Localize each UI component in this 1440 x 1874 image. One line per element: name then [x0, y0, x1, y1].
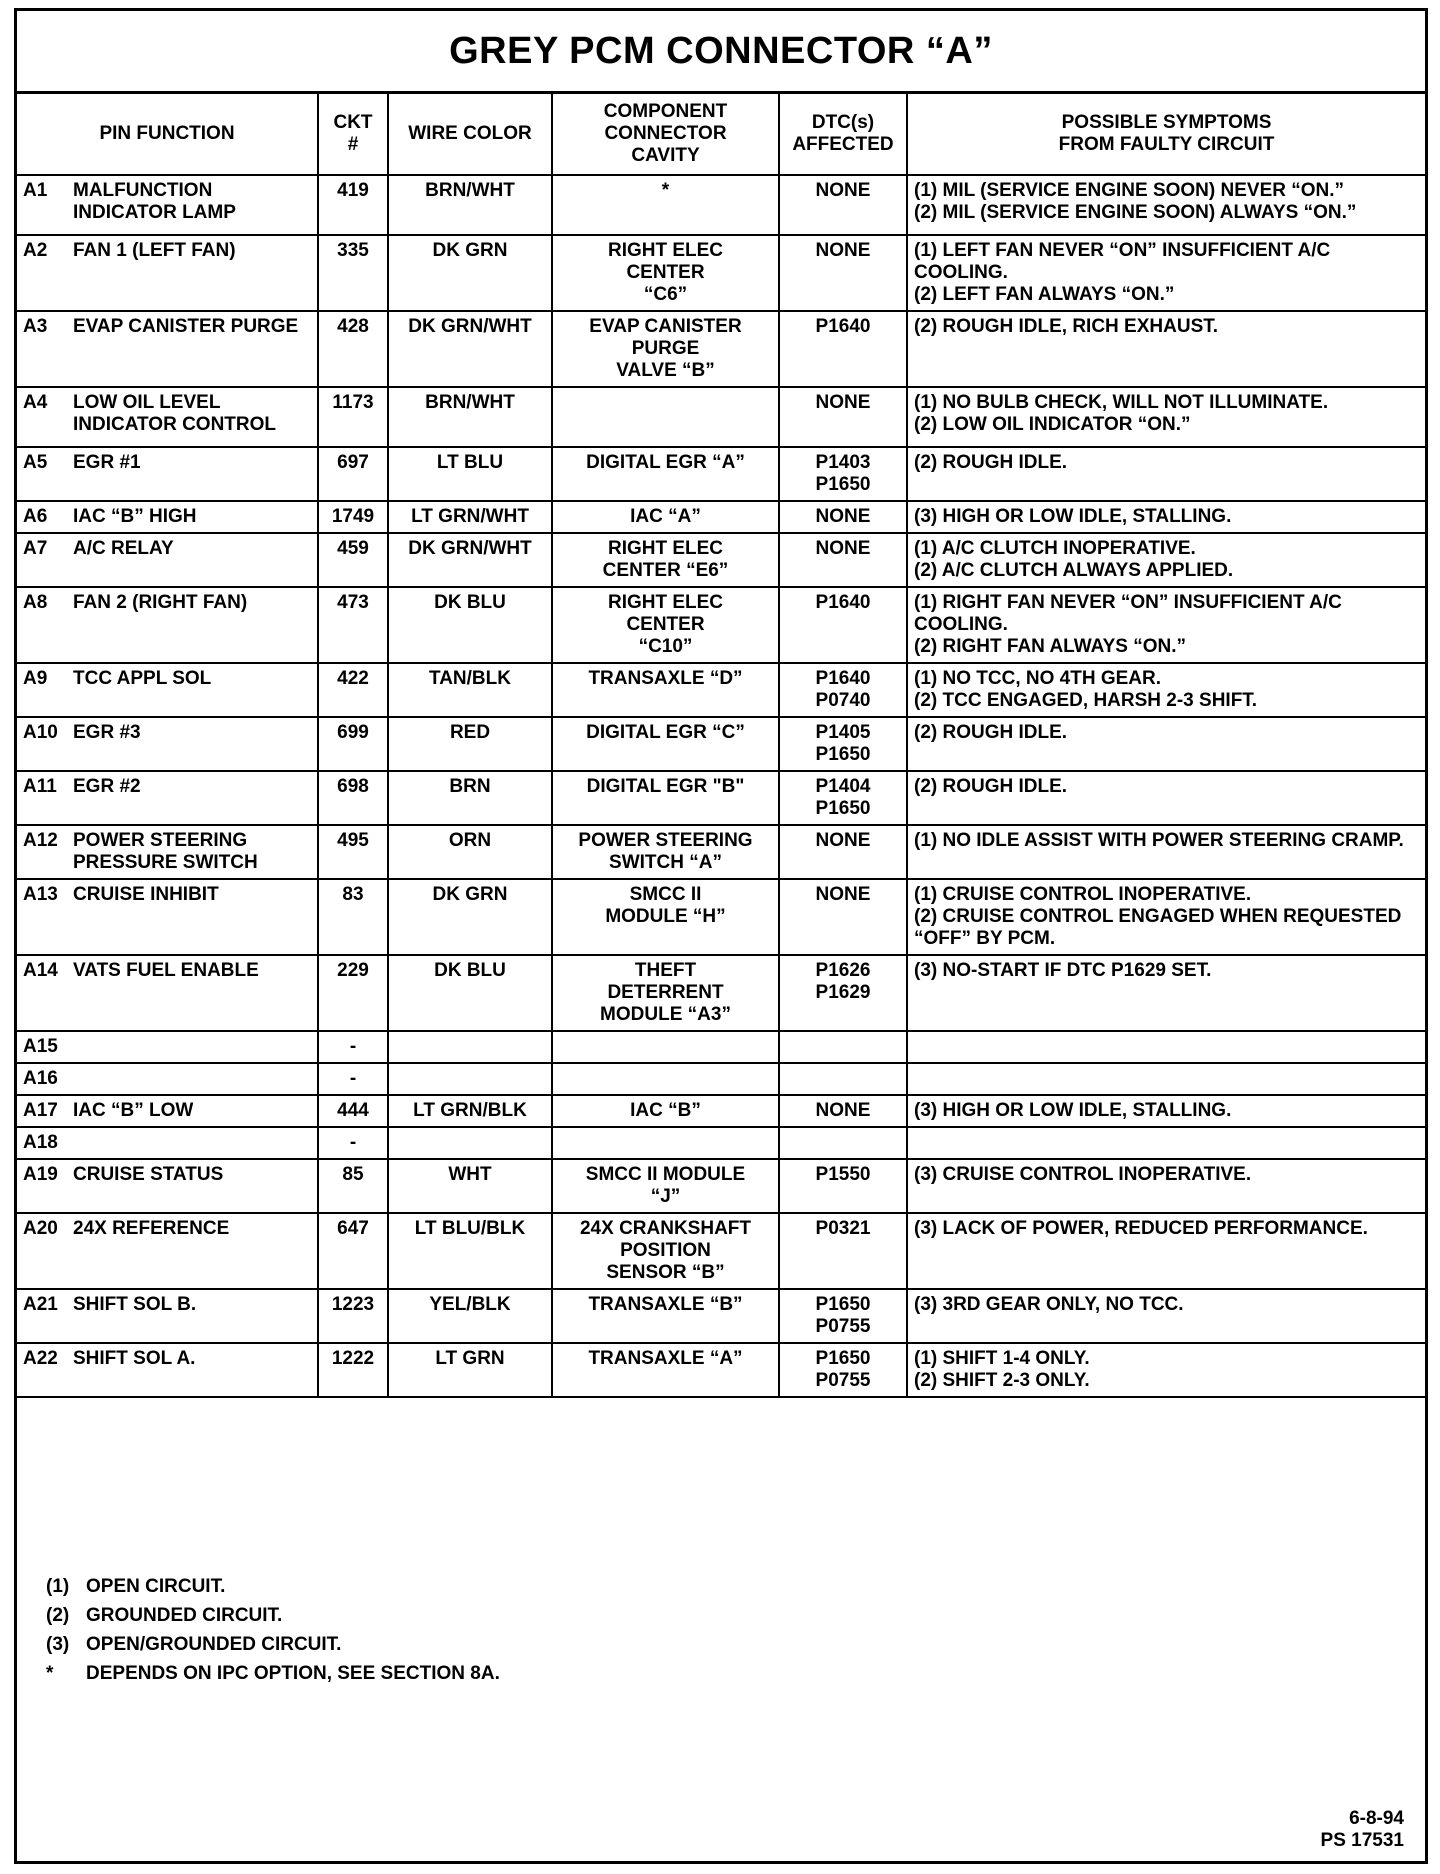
component-cavity	[552, 387, 779, 447]
pin-function: POWER STEERING PRESSURE SWITCH	[73, 830, 258, 873]
pin-function-cell	[17, 447, 318, 501]
pin-id: A22	[23, 1348, 58, 1369]
pin-id: A7	[23, 538, 48, 559]
circuit-number: 83	[318, 879, 388, 955]
circuit-number: 697	[318, 447, 388, 501]
note-text: GROUNDED CIRCUIT.	[86, 1605, 283, 1626]
circuit-number: 85	[318, 1159, 388, 1213]
wire-color: BRN	[388, 771, 552, 825]
note-item	[46, 1572, 500, 1601]
pin-function-cell	[17, 175, 318, 235]
circuit-number: 1749	[318, 501, 388, 533]
dtc-codes	[779, 1127, 907, 1159]
pin-function: SHIFT SOL A.	[73, 1348, 196, 1369]
pin-id: A5	[23, 452, 48, 473]
circuit-number: 698	[318, 771, 388, 825]
symptoms: (1) NO TCC, NO 4TH GEAR. (2) TCC ENGAGED, HARSH 2-3 SHIFT.	[907, 663, 1425, 717]
dtc-codes: P0321	[779, 1213, 907, 1289]
wire-color: DK GRN	[388, 879, 552, 955]
component-cavity: TRANSAXLE “A”	[552, 1343, 779, 1397]
pin-function-cell	[17, 825, 318, 879]
dtc-codes: P1640	[779, 587, 907, 663]
note-text: OPEN CIRCUIT.	[86, 1576, 226, 1597]
dtc-codes: P1640	[779, 311, 907, 387]
pin-function-cell	[17, 1031, 318, 1063]
circuit-number: 335	[318, 235, 388, 311]
pin-function: FAN 2 (RIGHT FAN)	[73, 592, 248, 613]
dtc-codes: NONE	[779, 235, 907, 311]
table-row	[17, 447, 1425, 501]
note-key: (1)	[46, 1576, 70, 1597]
table-row	[17, 1063, 1425, 1095]
table-row	[17, 1213, 1425, 1289]
pin-id: A16	[23, 1068, 58, 1089]
circuit-number: 419	[318, 175, 388, 235]
component-cavity: POWER STEERING SWITCH “A”	[552, 825, 779, 879]
component-cavity: SMCC II MODULE “J”	[552, 1159, 779, 1213]
component-cavity: DIGITAL EGR “C”	[552, 717, 779, 771]
pin-function: SHIFT SOL B.	[73, 1294, 197, 1315]
wire-color: LT BLU/BLK	[388, 1213, 552, 1289]
dtc-codes: NONE	[779, 879, 907, 955]
symptoms: (1) SHIFT 1-4 ONLY. (2) SHIFT 2-3 ONLY.	[907, 1343, 1425, 1397]
pin-function-cell	[17, 663, 318, 717]
dtc-codes	[779, 1031, 907, 1063]
wire-color: DK GRN/WHT	[388, 311, 552, 387]
component-cavity: TRANSAXLE “B”	[552, 1289, 779, 1343]
table-row	[17, 1343, 1425, 1397]
pin-function: EGR #1	[73, 452, 141, 473]
table-row	[17, 1159, 1425, 1213]
dtc-codes: NONE	[779, 175, 907, 235]
pin-function: IAC “B” LOW	[73, 1100, 194, 1121]
component-cavity	[552, 1031, 779, 1063]
pin-function-cell	[17, 1289, 318, 1343]
note-key: (2)	[46, 1605, 70, 1626]
dtc-codes: NONE	[779, 501, 907, 533]
pin-id: A2	[23, 240, 48, 261]
pin-function-cell	[17, 955, 318, 1031]
footer-code: PS 17531	[1320, 1830, 1404, 1851]
circuit-number: 459	[318, 533, 388, 587]
pin-id: A8	[23, 592, 48, 613]
pin-function: EGR #2	[73, 776, 141, 797]
table-row	[17, 771, 1425, 825]
pin-id: A9	[23, 668, 48, 689]
pin-id: A15	[23, 1036, 58, 1057]
component-cavity: IAC “B”	[552, 1095, 779, 1127]
table-row	[17, 1289, 1425, 1343]
table-row	[17, 587, 1425, 663]
pin-function-cell	[17, 1159, 318, 1213]
component-cavity: SMCC II MODULE “H”	[552, 879, 779, 955]
symptoms	[907, 1063, 1425, 1095]
symptoms: (3) LACK OF POWER, REDUCED PERFORMANCE.	[907, 1213, 1425, 1289]
note-text: OPEN/GROUNDED CIRCUIT.	[86, 1634, 342, 1655]
circuit-number: 1173	[318, 387, 388, 447]
table-row	[17, 533, 1425, 587]
pin-function-cell	[17, 1063, 318, 1095]
symptoms: (3) NO-START IF DTC P1629 SET.	[907, 955, 1425, 1031]
dtc-codes: NONE	[779, 825, 907, 879]
wire-color: WHT	[388, 1159, 552, 1213]
symptoms: (1) NO BULB CHECK, WILL NOT ILLUMINATE. (2) LOW OIL INDICATOR “ON.”	[907, 387, 1425, 447]
wire-color: DK GRN	[388, 235, 552, 311]
pin-function: EVAP CANISTER PURGE	[73, 316, 299, 337]
circuit-number: 1222	[318, 1343, 388, 1397]
circuit-number: 473	[318, 587, 388, 663]
pin-id: A6	[23, 506, 48, 527]
notes-legend	[46, 1572, 500, 1688]
component-cavity: DIGITAL EGR "B"	[552, 771, 779, 825]
table-row	[17, 501, 1425, 533]
symptoms: (3) CRUISE CONTROL INOPERATIVE.	[907, 1159, 1425, 1213]
table-body	[17, 175, 1425, 1397]
wire-color	[388, 1127, 552, 1159]
header-pin-function: PIN FUNCTION	[17, 94, 318, 175]
table-row	[17, 175, 1425, 235]
symptoms: (2) ROUGH IDLE.	[907, 717, 1425, 771]
pin-id: A3	[23, 316, 48, 337]
dtc-codes: NONE	[779, 387, 907, 447]
table-row	[17, 1127, 1425, 1159]
pin-id: A1	[23, 180, 48, 201]
header-symptoms: POSSIBLE SYMPTOMS FROM FAULTY CIRCUIT	[907, 94, 1425, 175]
pin-function-cell	[17, 1127, 318, 1159]
wire-color: LT GRN/WHT	[388, 501, 552, 533]
pin-function: CRUISE INHIBIT	[73, 884, 219, 905]
circuit-number: 444	[318, 1095, 388, 1127]
pin-function: CRUISE STATUS	[73, 1164, 224, 1185]
wire-color: DK BLU	[388, 955, 552, 1031]
circuit-number: 229	[318, 955, 388, 1031]
component-cavity: DIGITAL EGR “A”	[552, 447, 779, 501]
dtc-codes: P1650 P0755	[779, 1343, 907, 1397]
wire-color: RED	[388, 717, 552, 771]
circuit-number: 422	[318, 663, 388, 717]
symptoms	[907, 1031, 1425, 1063]
symptoms: (1) NO IDLE ASSIST WITH POWER STEERING CRAMP.	[907, 825, 1425, 879]
symptoms: (1) LEFT FAN NEVER “ON” INSUFFICIENT A/C COOLING. (2) LEFT FAN ALWAYS “ON.”	[907, 235, 1425, 311]
table-row	[17, 387, 1425, 447]
pin-function-cell	[17, 533, 318, 587]
dtc-codes: P1550	[779, 1159, 907, 1213]
wire-color	[388, 1031, 552, 1063]
table-row	[17, 825, 1425, 879]
table-row	[17, 717, 1425, 771]
pin-function: A/C RELAY	[73, 538, 174, 559]
pin-function: EGR #3	[73, 722, 141, 743]
component-cavity: EVAP CANISTER PURGE VALVE “B”	[552, 311, 779, 387]
symptoms: (2) ROUGH IDLE.	[907, 447, 1425, 501]
footer	[1321, 1808, 1404, 1852]
wire-color: BRN/WHT	[388, 387, 552, 447]
component-cavity: RIGHT ELEC CENTER “E6”	[552, 533, 779, 587]
symptoms: (3) 3RD GEAR ONLY, NO TCC.	[907, 1289, 1425, 1343]
note-item	[46, 1601, 500, 1630]
component-cavity: *	[552, 175, 779, 235]
table-row	[17, 955, 1425, 1031]
note-item	[46, 1630, 500, 1659]
circuit-number: -	[318, 1127, 388, 1159]
pin-function: TCC APPL SOL	[73, 668, 212, 689]
wire-color: YEL/BLK	[388, 1289, 552, 1343]
component-cavity: 24X CRANKSHAFT POSITION SENSOR “B”	[552, 1213, 779, 1289]
symptoms: (3) HIGH OR LOW IDLE, STALLING.	[907, 501, 1425, 533]
pin-function-cell	[17, 717, 318, 771]
pin-id: A11	[23, 776, 57, 797]
pin-function-cell	[17, 1213, 318, 1289]
pin-function-cell	[17, 235, 318, 311]
table-header-row	[17, 94, 1425, 175]
symptoms: (1) MIL (SERVICE ENGINE SOON) NEVER “ON.” (2) MIL (SERVICE ENGINE SOON) ALWAYS “ON.”	[907, 175, 1425, 235]
component-cavity: RIGHT ELEC CENTER “C6”	[552, 235, 779, 311]
symptoms: (2) ROUGH IDLE.	[907, 771, 1425, 825]
dtc-codes: NONE	[779, 1095, 907, 1127]
pin-function-cell	[17, 587, 318, 663]
component-cavity	[552, 1063, 779, 1095]
symptoms: (1) RIGHT FAN NEVER “ON” INSUFFICIENT A/C COOLING. (2) RIGHT FAN ALWAYS “ON.”	[907, 587, 1425, 663]
pin-function: MALFUNCTION INDICATOR LAMP	[73, 180, 236, 223]
circuit-number: 647	[318, 1213, 388, 1289]
circuit-number: 1223	[318, 1289, 388, 1343]
pin-id: A10	[23, 722, 58, 743]
symptoms: (3) HIGH OR LOW IDLE, STALLING.	[907, 1095, 1425, 1127]
table-row	[17, 663, 1425, 717]
pin-function: LOW OIL LEVEL INDICATOR CONTROL	[73, 392, 277, 435]
circuit-number: 428	[318, 311, 388, 387]
note-key: *	[46, 1663, 54, 1684]
header-ckt: CKT #	[318, 94, 388, 175]
wire-color: LT GRN	[388, 1343, 552, 1397]
component-cavity	[552, 1127, 779, 1159]
dtc-codes: NONE	[779, 533, 907, 587]
page-title: GREY PCM CONNECTOR “A”	[17, 11, 1425, 94]
pin-function: FAN 1 (LEFT FAN)	[73, 240, 236, 261]
note-key: (3)	[46, 1634, 70, 1655]
note-item	[46, 1659, 500, 1688]
circuit-number: -	[318, 1063, 388, 1095]
symptoms: (1) CRUISE CONTROL INOPERATIVE. (2) CRUISE CONTROL ENGAGED WHEN REQUESTED “OFF” BY PCM.	[907, 879, 1425, 955]
wire-color: DK GRN/WHT	[388, 533, 552, 587]
pin-id: A20	[23, 1218, 58, 1239]
wire-color	[388, 1063, 552, 1095]
component-cavity: THEFT DETERRENT MODULE “A3”	[552, 955, 779, 1031]
dtc-codes: P1640 P0740	[779, 663, 907, 717]
symptoms: (2) ROUGH IDLE, RICH EXHAUST.	[907, 311, 1425, 387]
pin-function-cell	[17, 771, 318, 825]
component-cavity: IAC “A”	[552, 501, 779, 533]
pin-table	[17, 94, 1425, 1398]
table-row	[17, 235, 1425, 311]
footer-date: 6-8-94	[1349, 1808, 1404, 1829]
table-row	[17, 311, 1425, 387]
pin-function: 24X REFERENCE	[73, 1218, 230, 1239]
wire-color: DK BLU	[388, 587, 552, 663]
wire-color: LT BLU	[388, 447, 552, 501]
dtc-codes: P1403 P1650	[779, 447, 907, 501]
wire-color: TAN/BLK	[388, 663, 552, 717]
dtc-codes: P1650 P0755	[779, 1289, 907, 1343]
pin-function: IAC “B” HIGH	[73, 506, 197, 527]
pin-function-cell	[17, 1343, 318, 1397]
table-row	[17, 879, 1425, 955]
dtc-codes: P1404 P1650	[779, 771, 907, 825]
pin-function-cell	[17, 879, 318, 955]
pin-function-cell	[17, 501, 318, 533]
wire-color: LT GRN/BLK	[388, 1095, 552, 1127]
dtc-codes: P1626 P1629	[779, 955, 907, 1031]
pin-function-cell	[17, 1095, 318, 1127]
pin-function-cell	[17, 311, 318, 387]
pin-id: A4	[23, 392, 48, 413]
pin-id: A13	[23, 884, 58, 905]
pin-id: A21	[23, 1294, 58, 1315]
pin-function-cell	[17, 387, 318, 447]
header-component: COMPONENT CONNECTOR CAVITY	[552, 94, 779, 175]
wire-color: BRN/WHT	[388, 175, 552, 235]
wire-color: ORN	[388, 825, 552, 879]
pin-id: A17	[23, 1100, 58, 1121]
symptoms	[907, 1127, 1425, 1159]
pin-id: A18	[23, 1132, 58, 1153]
dtc-codes: P1405 P1650	[779, 717, 907, 771]
pin-id: A19	[23, 1164, 58, 1185]
circuit-number: 495	[318, 825, 388, 879]
note-text: DEPENDS ON IPC OPTION, SEE SECTION 8A.	[86, 1663, 500, 1684]
pin-function: VATS FUEL ENABLE	[73, 960, 259, 981]
component-cavity: RIGHT ELEC CENTER “C10”	[552, 587, 779, 663]
pin-id: A14	[23, 960, 58, 981]
pin-id: A12	[23, 830, 58, 851]
component-cavity: TRANSAXLE “D”	[552, 663, 779, 717]
header-dtc: DTC(s) AFFECTED	[779, 94, 907, 175]
table-row	[17, 1031, 1425, 1063]
symptoms: (1) A/C CLUTCH INOPERATIVE. (2) A/C CLUTCH ALWAYS APPLIED.	[907, 533, 1425, 587]
circuit-number: 699	[318, 717, 388, 771]
header-wire-color: WIRE COLOR	[388, 94, 552, 175]
dtc-codes	[779, 1063, 907, 1095]
circuit-number: -	[318, 1031, 388, 1063]
table-row	[17, 1095, 1425, 1127]
